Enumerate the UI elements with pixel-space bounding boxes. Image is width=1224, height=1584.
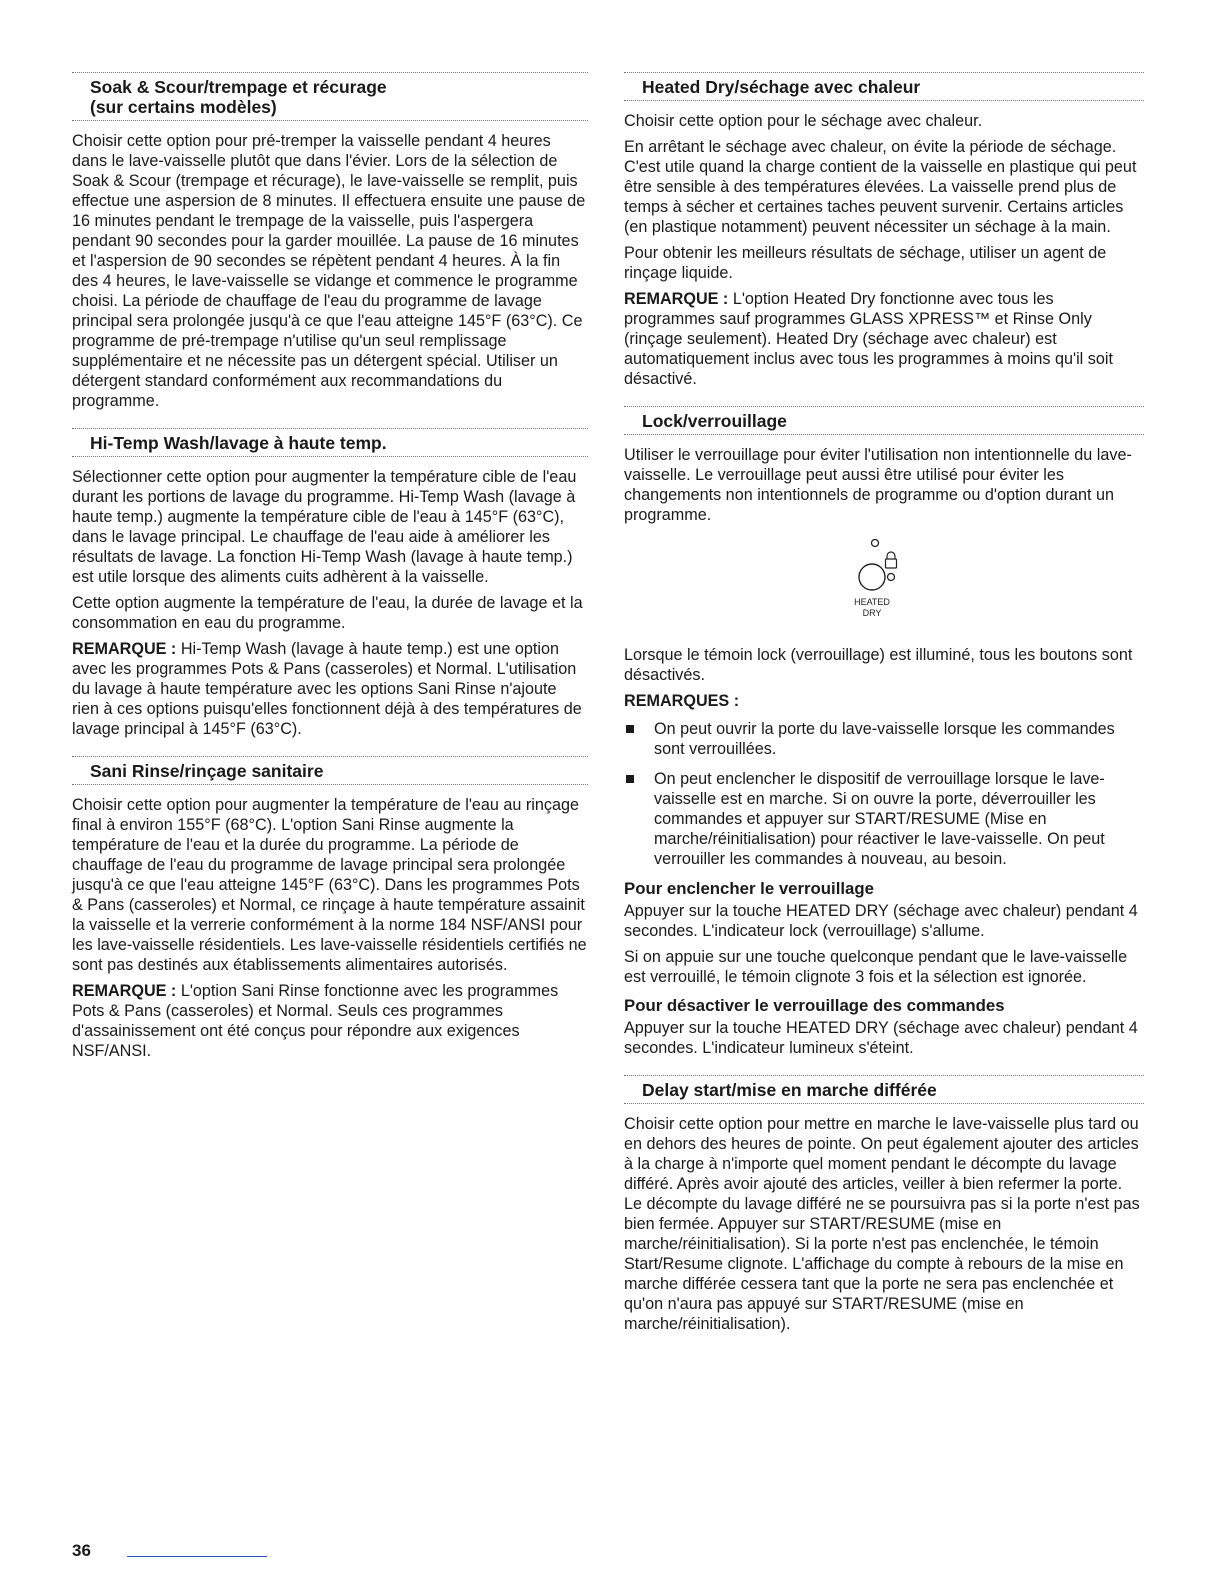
lock-disable-body: Appuyer sur la touche HEATED DRY (séchage avec chaleur) pendant 4 secondes. L'indicateur lumineux s'éteint. (624, 1019, 1138, 1057)
lock-enable-subheading: Pour enclencher le verrouillage (624, 879, 874, 898)
sani-rinse-body: Choisir cette option pour augmenter la température de l'eau au rinçage final à environ 155°F (68°C). L'option Sani Rinse augmente la température de l'eau et la durée du programme. La période de chauffage de l'eau du programme de lavage principal sera prolongée jusqu'à ce que l'eau atteigne 145°F (63°C). Dans les programmes Pots & Pans (casseroles) et Normal, ce rinçage à haute température assainit la vaisselle et la verrerie conformément à la norme 184 NSF/ANSI pour les lave-vaisselle résidentiels. Les lave-vaisselle résidentiels certifiés ne sont pas destinés aux établissements alimentaires autorisés. (72, 796, 587, 974)
lock-notes-label: REMARQUES : (624, 692, 740, 710)
bullet-icon (626, 725, 634, 733)
bullet-icon (626, 775, 634, 783)
page-number: 36 (72, 1541, 91, 1560)
section-rule (72, 784, 588, 785)
heated-dry-button-figure (624, 535, 1144, 635)
lock-heading: Lock/verrouillage (642, 411, 787, 431)
note-text: Hi-Temp Wash (lavage à haute temp.) est une option avec les programmes Pots & Pans (casseroles) et Normal. L'utilisation du lavage à haute température avec les options Sani Rinse n'ajoute rien à ces options puisqu'elles fonctionnent déjà à des températures de lavage principal à 145°F (63°C). (72, 640, 582, 738)
note-label: REMARQUE : (72, 982, 177, 1000)
note-label: REMARQUE : (72, 640, 177, 658)
section-rule (624, 1103, 1144, 1104)
note-text: L'option Sani Rinse fonctionne avec les programmes Pots & Pans (casseroles) et Normal. Seuls ces programmes d'assainissement ont été conçus pour répondre aux exigences NSF/ANSI. (72, 982, 559, 1060)
right-column (624, 72, 1144, 1351)
lock-indicator-light-icon (888, 574, 895, 581)
heated-dry-body: Choisir cette option pour le séchage avec chaleur. (624, 112, 983, 130)
soak-scour-heading: Soak & Scour/trempage et récurage (sur certains modèles) (90, 77, 387, 117)
hi-temp-body-2: Cette option augmente la température de l'eau, la durée de lavage et la consommation en eau du programme. (72, 594, 583, 632)
heated-label: HEATED (854, 597, 890, 607)
lock-disable-subheading: Pour désactiver le verrouillage des commandes (624, 996, 1005, 1015)
section-rule (624, 434, 1144, 435)
heated-dry-button-icon (859, 564, 885, 590)
hi-temp-body: Sélectionner cette option pour augmenter la température cible de l'eau durant les portions de lavage du programme. Hi-Temp Wash (lavage à haute temp.) augmente la température cible de l'eau à 145°F (63°C), dans le lavage principal. Le chauffage de l'eau aide à améliorer les résultats de lavage. La fonction Hi-Temp Wash (lavage à haute temp.) est utile lorsque des aliments cuits adhèrent à la vaisselle. (72, 468, 577, 586)
dry-label: DRY (862, 608, 882, 618)
heated-dry-heading: Heated Dry/séchage avec chaleur (642, 77, 921, 97)
sani-rinse-heading: Sani Rinse/rinçage sanitaire (90, 761, 324, 781)
lock-section (624, 406, 1144, 1058)
soak-scour-section (72, 72, 588, 411)
section-rule (72, 456, 588, 457)
lock-icon (886, 552, 897, 568)
section-rule (72, 120, 588, 121)
lock-notes-list (624, 719, 1144, 869)
lock-enable-body-2: Si on appuie sur une touche quelconque pendant que le lave-vaisselle est verrouillé, le témoin clignote 3 fois et la sélection est ignorée. (624, 948, 1128, 986)
heated-dry-body-3: Pour obtenir les meilleurs résultats de séchage, utiliser un agent de rinçage liquide. (624, 244, 1107, 282)
heated-dry-button-illustration (844, 535, 924, 635)
sani-rinse-note (72, 981, 588, 1061)
delay-start-section (624, 1075, 1144, 1334)
list-item: On peut enclencher le dispositif de verrouillage lorsque le lave-vaisselle est en marche. Si on ouvre la porte, déverrouiller les commandes et appuyer sur START/RESUME (Mise en marche/réinitialisation) pour réactiver le lave-vaisselle. On peut verrouiller les commandes à nouveau, au besoin. (624, 769, 1144, 869)
soak-scour-body: Choisir cette option pour pré-tremper la vaisselle pendant 4 heures dans le lave-vaisselle plutôt que dans l'évier. Lors de la sélection de Soak & Scour (trempage et récurage), le lave-vaisselle se remplit, puis effectue une aspersion de 8 minutes. Il effectuera ensuite une pause de 16 minutes pendant le trempage de la vaisselle, puis l'aspergera pendant 90 secondes pour la garder mouillée. La pause de 16 minutes et l'aspersion de 90 secondes se répètent pendant 4 heures. À la fin des 4 heures, le lave-vaisselle se vidange et commence le programme choisi. La période de chauffage de l'eau du programme de lavage principal sera prolongée jusqu'à ce que l'eau atteigne 145°F (63°C). Ce programme de pré-trempage n'utilise qu'un seul remplissage supplémentaire et ne nécessite pas un détergent spécial. Utiliser un détergent standard conformément aux recommandations du programme. (72, 132, 586, 410)
lock-body: Utiliser le verrouillage pour éviter l'utilisation non intentionnelle du lave-vaisselle. Le verrouillage peut aussi être utilisé pour éviter les changements non intentionnels de programme ou d'option durant un programme. (624, 446, 1132, 524)
lock-body-2: Lorsque le témoin lock (verrouillage) est illuminé, tous les boutons sont désactivés. (624, 646, 1133, 684)
section-rule (624, 100, 1144, 101)
sani-rinse-section (72, 756, 588, 1061)
hi-temp-heading: Hi-Temp Wash/lavage à haute temp. (90, 433, 387, 453)
heated-dry-note (624, 289, 1144, 389)
note-label: REMARQUE : (624, 290, 729, 308)
footer-rule (127, 1556, 267, 1557)
indicator-light-icon (872, 540, 879, 547)
note-text: L'option Heated Dry fonctionne avec tous les programmes sauf programmes GLASS XPRESS™ et Rinse Only (rinçage seulement). Heated Dry (séchage avec chaleur) est automatiquement inclus avec tous les programmes à moins qu'il soit désactivé. (624, 290, 1113, 388)
heated-dry-body-2: En arrêtant le séchage avec chaleur, on évite la période de séchage. C'est utile quand la charge contient de la vaisselle en plastique qui peut être sensible à des températures élevées. La vaisselle prend plus de temps à sécher et certaines taches peuvent survenir. Certains articles (en plastique notamment) peuvent nécessiter un séchage à la main. (624, 138, 1137, 236)
lock-enable-body: Appuyer sur la touche HEATED DRY (séchage avec chaleur) pendant 4 secondes. L'indicateur lock (verrouillage) s'allume. (624, 902, 1138, 940)
delay-start-heading: Delay start/mise en marche différée (642, 1080, 937, 1100)
left-column (72, 72, 588, 1078)
hi-temp-section (72, 428, 588, 739)
list-item: On peut ouvrir la porte du lave-vaisselle lorsque les commandes sont verrouillées. (624, 719, 1144, 759)
delay-start-body: Choisir cette option pour mettre en marche le lave-vaisselle plus tard ou en dehors des heures de pointe. On peut également ajouter des articles à la charge à n'importe quel moment pendant le décompte du lavage différé. Après avoir ajouté des articles, veiller à bien refermer la porte. Le décompte du lavage différé ne se poursuivra pas si la porte n'est pas bien fermée. Appuyer sur START/RESUME (mise en marche/réinitialisation). Si la porte n'est pas enclenchée, le témoin Start/Resume clignote. L'affichage du compte à rebours de la mise en marche différée cessera tant que la porte ne sera pas enclenchée et qu'on n'aura pas appuyé sur START/RESUME (mise en marche/réinitialisation). (624, 1115, 1140, 1333)
hi-temp-note (72, 639, 588, 739)
heated-dry-section (624, 72, 1144, 389)
